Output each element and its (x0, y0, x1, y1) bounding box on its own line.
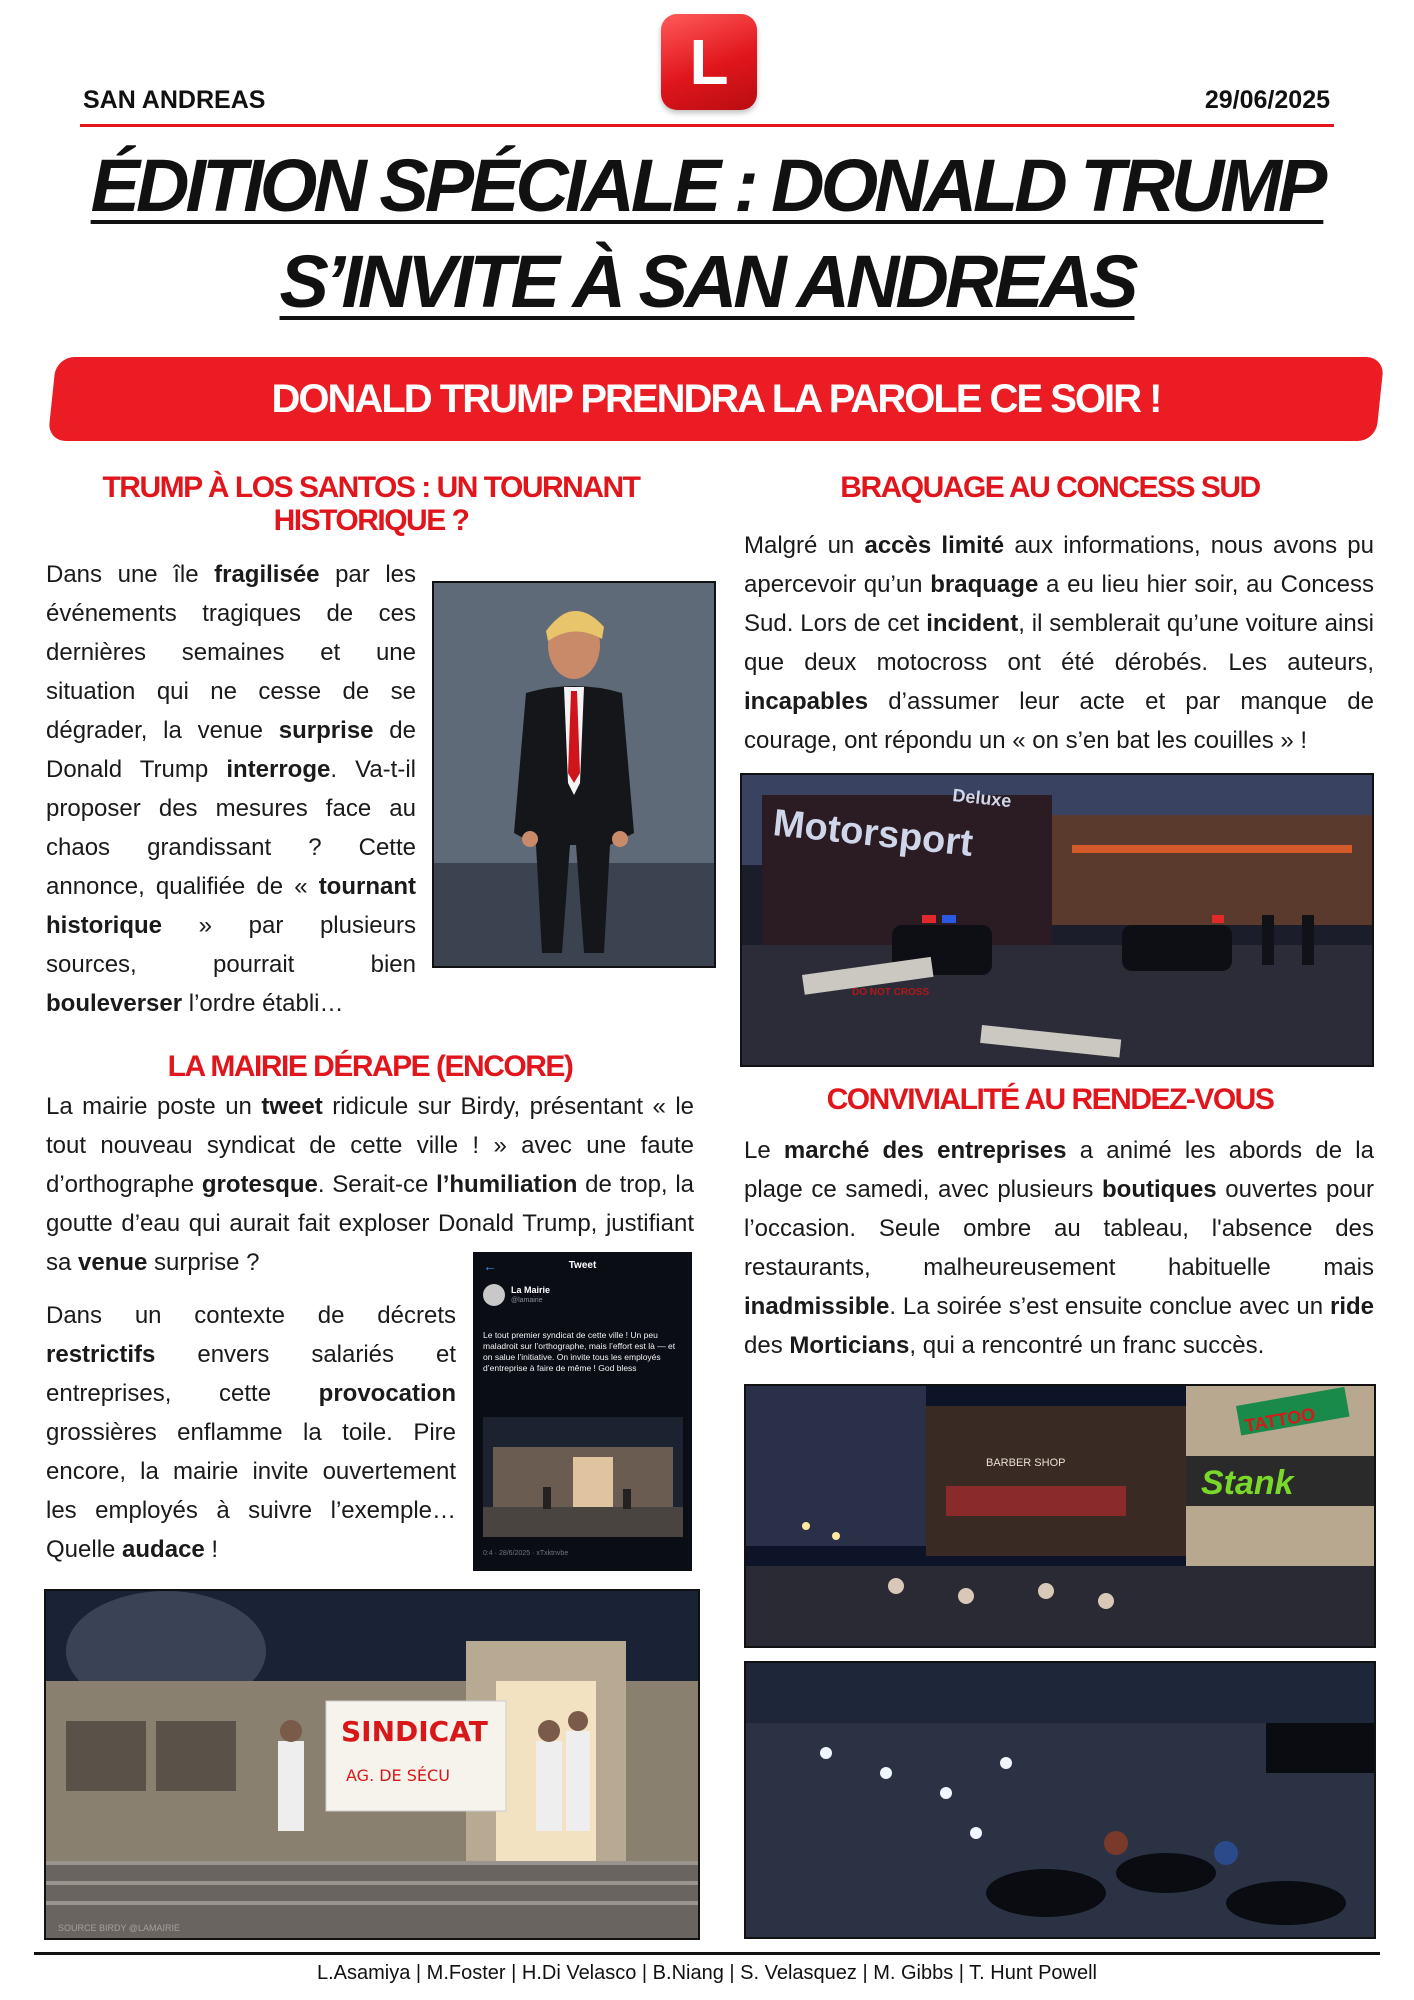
concess-sud-photo (740, 773, 1374, 1067)
author-credits: L.Asamiya | M.Foster | H.Di Velasco | B.Niang | S. Velasquez | M. Gibbs | T. Hunt Powell (317, 1962, 1097, 1984)
emphasis-text: accès limité (864, 532, 1005, 559)
emphasis-text: restrictifs (46, 1341, 156, 1368)
emphasis-text: incapables (744, 688, 869, 715)
emphasis-text: inadmissible (744, 1293, 890, 1320)
logo-letter: L (689, 26, 729, 98)
emphasis-text: incident (926, 610, 1019, 637)
trump-photo (432, 581, 716, 968)
syndicat-sign-line-2: AG. DE SÉCU (346, 1766, 450, 1785)
back-arrow-icon: ← (483, 1258, 497, 1274)
police-tape-text: DO NOT CROSS (852, 987, 930, 998)
convivialite-article-body: Le marché des entreprises a animé les abords de la plage ce samedi, avec plusieurs boutiques ouvertes pour l’occasion. Seule ombre au tableau, l'absence des restaurants, malheureusement habituelle mais inadmissible. La soirée s’est ensuite conclue avec un ride des Morticians, qui a rencontré un franc succès. (744, 1137, 1375, 1359)
convivialite-article-title: CONVIVIALITÉ AU RENDEZ-VOUS (826, 1083, 1274, 1116)
headline-line-1: ÉDITION SPÉCIALE : DONALD TRUMP (90, 144, 1324, 227)
emphasis-text: grotesque (201, 1171, 318, 1198)
trump-article-title: TRUMP À LOS SANTOS : UN TOURNANT HISTORIQUE ? (102, 471, 640, 537)
emphasis-text: bouleverser (46, 990, 183, 1017)
shop-sign-barber: BARBER SHOP (986, 1457, 1066, 1469)
main-headline (50, 138, 1364, 330)
emphasis-text: venue (78, 1249, 148, 1276)
tweet-text: Le tout premier syndicat de cette ville ! Un peu maladroit sur l’orthographe, mais l’effort est là — et on salue l’initiative. On invite tous les employés d’entreprise à faire de même ! God bless (483, 1330, 676, 1373)
emphasis-text: braquage (930, 571, 1039, 598)
emphasis-text: tweet (261, 1093, 323, 1120)
emphasis-text: tournant historique (46, 873, 416, 939)
emphasis-text: surprise (278, 717, 374, 744)
newspaper-logo (661, 14, 757, 110)
mairie-syndicat-photo (44, 1589, 700, 1940)
emphasis-text: Morticians (789, 1332, 910, 1359)
marche-entreprises-photo (744, 1384, 1376, 1648)
emphasis-text: audace (122, 1536, 205, 1563)
photo-watermark: SOURCE BIRDY @LAMAIRIE (58, 1923, 180, 1933)
tweet-header: Tweet (568, 1260, 597, 1271)
emphasis-text: provocation (318, 1380, 456, 1407)
tweet-account-name: La Mairie (511, 1285, 551, 1295)
headline-line-2: S’INVITE À SAN ANDREAS (279, 240, 1135, 323)
emphasis-text: marché des entreprises (783, 1137, 1067, 1164)
syndicat-sign-line-1: SINDICAT (341, 1715, 488, 1748)
masthead-date: 29/06/2025 (1204, 86, 1330, 114)
shop-sign-stank: Stank (1201, 1464, 1294, 1502)
mairie-article-body-2: Dans un contexte de décrets restrictifs envers salariés et entreprises, cette provocation grossières enflamme la toile. Pire encore, la mairie invite ouvertement les employés à suivre l’exemple… Quelle audace ! (46, 1302, 456, 1563)
footer-divider (34, 1952, 1380, 1955)
trump-article-body: Dans une île fragilisée par les événements tragiques de ces dernières semaines et une situation qui ne cesse de se dégrader, la venue surprise de Donald Trump interroge. Va-t-il proposer des mesures face au chaos grandissant ? Cette annonce, qualifiée de « tournant historique » par plusieurs sources, pourrait bien bouleverser l’ordre établi… (46, 561, 417, 1017)
mairie-article-body-1: La mairie poste un tweet ridicule sur Birdy, présentant « le tout nouveau syndicat de cette ville ! » avec une faute d’orthographe grotesque. Serait-ce l’humiliation de trop, la goutte d’eau qui aurait fait exploser Donald Trump, justifiant sa venue surprise ? (46, 1093, 695, 1276)
avatar (483, 1284, 505, 1306)
emphasis-text: interroge (226, 756, 331, 783)
masthead-location: SAN ANDREAS (83, 86, 266, 114)
mairie-tweet-screenshot (473, 1252, 692, 1571)
concess-sign-top-text: Deluxe (951, 785, 1013, 812)
braquage-article-body: Malgré un accès limité aux informations, nous avons pu apercevoir qu’un braquage a eu lieu hier soir, au Concess Sud. Lors de cet incident, il semblerait qu’une voiture ainsi que deux motocross ont été dérobés. Les auteurs, incapables d’assumer leur acte et par manque de courage, ont répondu un « on s’en bat les couilles » ! (744, 532, 1375, 754)
masthead-divider (80, 124, 1334, 127)
tweet-footer: 0:4 · 28/6/2025 · xTxktnvbe (483, 1550, 569, 1557)
emphasis-text: ride (1329, 1293, 1374, 1320)
tweet-image (483, 1417, 683, 1537)
braquage-article-title: BRAQUAGE AU CONCESS SUD (840, 471, 1260, 504)
morticians-ride-photo (744, 1661, 1376, 1939)
tweet-account-handle: @lamairie (511, 1297, 543, 1304)
emphasis-text: l’humiliation (436, 1171, 578, 1198)
mairie-article-title: LA MAIRIE DÉRAPE (ENCORE) (167, 1050, 573, 1083)
shop-sign-tattoo: TATTOO (1243, 1403, 1317, 1436)
emphasis-text: fragilisée (214, 561, 320, 588)
banner-text: DONALD TRUMP PRENDRA LA PAROLE CE SOIR ! (271, 377, 1161, 421)
concess-sign-text: Motorsport (771, 802, 975, 865)
emphasis-text: boutiques (1102, 1176, 1217, 1203)
